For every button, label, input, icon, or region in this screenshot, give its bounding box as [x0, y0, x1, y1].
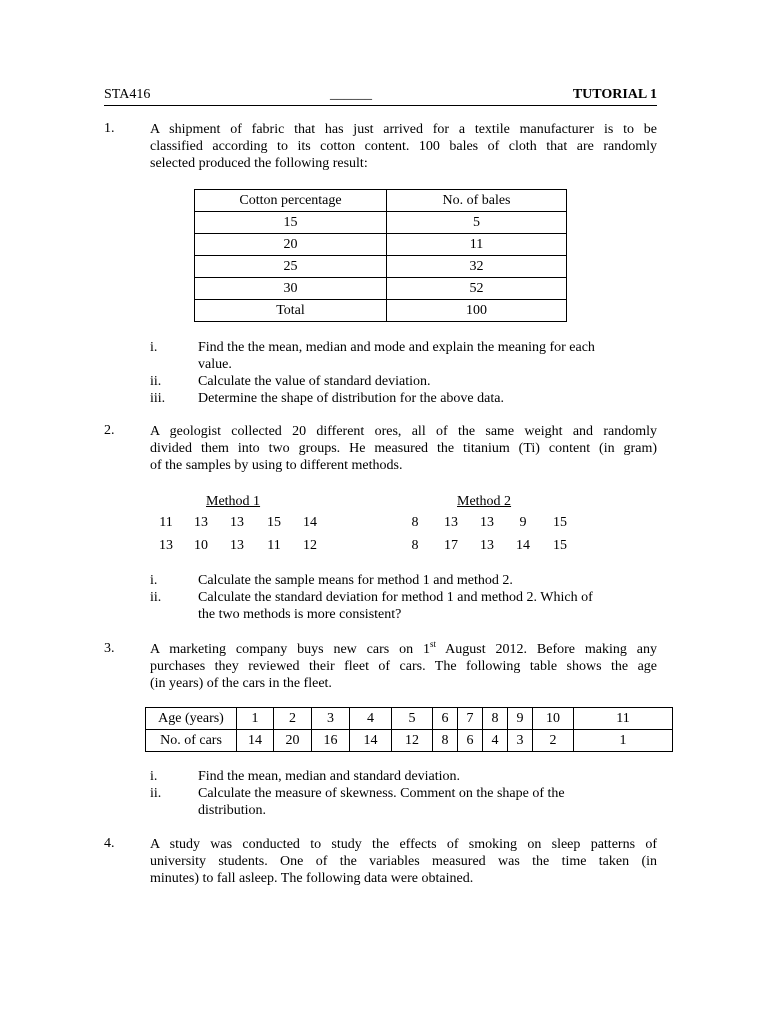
table-row	[146, 708, 673, 730]
question-2-text	[150, 423, 657, 474]
text-line: classified according to its cotton content. 100 bales of cloth that are randomly	[150, 139, 657, 154]
text-segment: A marketing company buys new cars on 1	[150, 642, 431, 657]
table-cell: 4	[350, 708, 392, 730]
method-2-label: Method 2	[457, 494, 512, 509]
table-row	[195, 212, 567, 234]
subpart-number: ii.	[150, 786, 162, 801]
table-cell: 100	[387, 300, 567, 322]
method-value: 17	[444, 538, 458, 553]
table-cell: 3	[508, 730, 533, 752]
method-value: 13	[194, 515, 208, 530]
table-row	[146, 730, 673, 752]
method-value: 9	[519, 515, 527, 530]
subpart	[150, 572, 657, 589]
page-header	[104, 87, 657, 106]
table-cell: 1	[237, 708, 274, 730]
subpart	[150, 373, 657, 390]
table-cell: 4	[483, 730, 508, 752]
table-cell: 25	[195, 256, 387, 278]
question-2-subparts	[150, 572, 657, 623]
subpart-text: Calculate the value of standard deviation.	[198, 374, 431, 389]
table-cell: 6	[433, 708, 458, 730]
method-value: 14	[303, 515, 317, 530]
column-header: No. of bales	[387, 190, 567, 212]
subpart	[150, 390, 657, 407]
method-value: 15	[267, 515, 281, 530]
subpart-text: Find the the mean, median and mode and explain the meaning for each	[198, 340, 595, 355]
question-4-text	[150, 836, 657, 887]
method-1-label: Method 1	[206, 494, 261, 509]
subpart-number: iii.	[150, 391, 166, 406]
method-value: 13	[444, 515, 458, 530]
text-line	[150, 641, 657, 658]
subpart-number: ii.	[150, 374, 162, 389]
table-cell: 5	[392, 708, 433, 730]
subpart-number: i.	[150, 769, 158, 784]
question-1-text	[150, 121, 657, 172]
table-cell: 11	[574, 708, 673, 730]
text-line: purchases they reviewed their fleet of cars. The following table shows the age	[150, 659, 657, 674]
subpart-text: the two methods is more consistent?	[198, 607, 402, 622]
table-cell: 15	[195, 212, 387, 234]
text-line: A shipment of fabric that has just arrived for a textile manufacturer is to be	[150, 122, 657, 137]
method-value: 15	[553, 538, 567, 553]
subpart	[150, 768, 657, 785]
text-line: minutes) to fall asleep. The following data were obtained.	[150, 871, 474, 886]
table-cell: 32	[387, 256, 567, 278]
subpart-text: Determine the shape of distribution for the above data.	[198, 391, 504, 406]
table-cell: 16	[312, 730, 350, 752]
text-line: A geologist collected 20 different ores, all of the same weight and randomly	[150, 424, 657, 439]
subpart-text: distribution.	[198, 803, 267, 818]
ordinal-suffix: st	[430, 639, 437, 649]
subpart-number: i.	[150, 573, 158, 588]
subpart-text: Calculate the sample means for method 1 and method 2.	[198, 573, 513, 588]
subpart-text: Calculate the standard deviation for method 1 and method 2. Which of	[198, 590, 593, 605]
question-4-number: 4.	[104, 836, 115, 851]
method-value: 14	[516, 538, 530, 553]
table-row	[195, 256, 567, 278]
table-cell: 14	[237, 730, 274, 752]
row-header: Age (years)	[146, 708, 237, 730]
table-cell: 2	[533, 730, 574, 752]
table-cell: 20	[274, 730, 312, 752]
row-header: No. of cars	[146, 730, 237, 752]
table-cell: 8	[483, 708, 508, 730]
method-value: 13	[230, 515, 244, 530]
method-value: 10	[194, 538, 208, 553]
text-segment: August 2012. Before making any	[436, 642, 657, 657]
text-line: of the samples by using to different methods.	[150, 458, 403, 473]
subpart	[150, 339, 657, 373]
table-row	[195, 300, 567, 322]
table-cell: 1	[574, 730, 673, 752]
subpart-text: Calculate the measure of skewness. Comment on the shape of the	[198, 786, 565, 801]
method-value: 13	[230, 538, 244, 553]
method-value: 13	[480, 538, 494, 553]
method-value: 8	[411, 538, 419, 553]
method-value: 15	[553, 515, 567, 530]
method-value: 12	[303, 538, 317, 553]
text-line: A study was conducted to study the effects of smoking on sleep patterns of	[150, 837, 657, 852]
question-1-number: 1.	[104, 121, 115, 136]
table-cell: 10	[533, 708, 574, 730]
method-value: 13	[159, 538, 173, 553]
question-3-number: 3.	[104, 641, 115, 656]
table-cell: 14	[350, 730, 392, 752]
subpart-text: Find the mean, median and standard deviation.	[198, 769, 461, 784]
table-cell: 11	[387, 234, 567, 256]
table-cell: 3	[312, 708, 350, 730]
method-value: 11	[159, 515, 173, 530]
subpart-number: i.	[150, 340, 158, 355]
table-cell: 9	[508, 708, 533, 730]
table-cell: 6	[458, 730, 483, 752]
table-row	[195, 278, 567, 300]
method-value: 8	[411, 515, 419, 530]
method-value: 13	[480, 515, 494, 530]
question-3-text	[150, 641, 657, 692]
table-cell: 20	[195, 234, 387, 256]
table-row	[195, 234, 567, 256]
question-1-subparts	[150, 339, 657, 407]
subpart-text: value.	[198, 357, 232, 372]
table-cell: Total	[195, 300, 387, 322]
subpart	[150, 785, 657, 819]
subpart-number: ii.	[150, 590, 162, 605]
table-cell: 30	[195, 278, 387, 300]
text-line: selected produced the following result:	[150, 156, 368, 171]
column-header: Cotton percentage	[195, 190, 387, 212]
subpart	[150, 589, 657, 623]
question-2-number: 2.	[104, 423, 115, 438]
header-blank: ______	[330, 87, 372, 102]
text-line: university students. One of the variables measured was the time taken (in	[150, 854, 657, 869]
cotton-table	[194, 189, 567, 322]
tutorial-title: TUTORIAL 1	[572, 87, 657, 102]
text-line: divided them into two groups. He measured the titanium (Ti) content (in gram)	[150, 441, 657, 456]
table-cell: 5	[387, 212, 567, 234]
table-cell: 12	[392, 730, 433, 752]
question-3-subparts	[150, 768, 657, 819]
table-cell: 2	[274, 708, 312, 730]
table-cell: 8	[433, 730, 458, 752]
table-cell: 7	[458, 708, 483, 730]
course-code: STA416	[104, 87, 151, 102]
text-line: (in years) of the cars in the fleet.	[150, 676, 332, 691]
table-header-row	[195, 190, 567, 212]
table-cell: 52	[387, 278, 567, 300]
car-age-table	[145, 707, 673, 752]
method-value: 11	[267, 538, 281, 553]
